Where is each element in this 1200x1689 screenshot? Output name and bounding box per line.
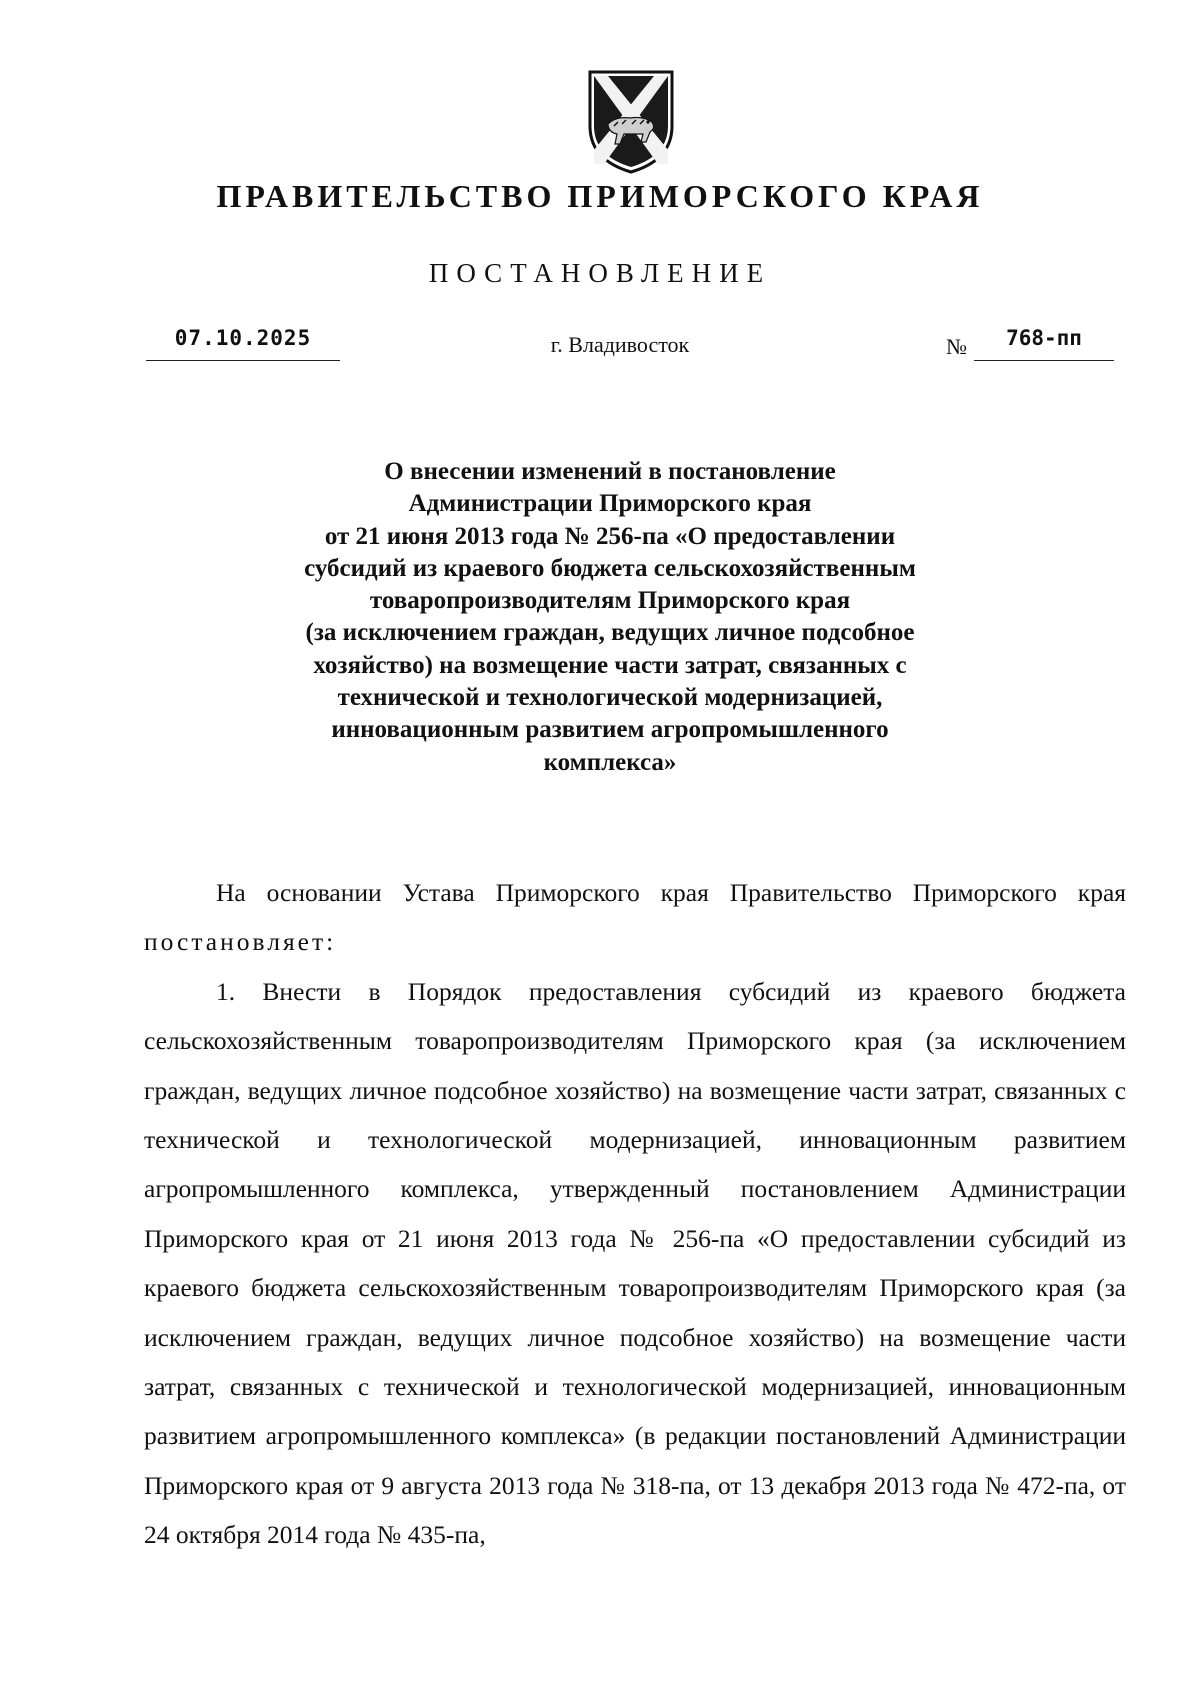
- clause-1-paragraph: 1. Внести в Порядок предоставления субсидий из краевого бюджета сельскохозяйственным товаропроизводителям Приморского края (за исключением граждан, ведущих личное подсобное хозяйство) на возмещение части затрат, связанных с технической и технологической модернизацией, инновационным развитием агропромышленного комплекса, утвержденный постановлением Администрации Приморского края от 21 июня 2013 года № 256-па «О предоставлении субсидий из краевого бюджета сельскохозяйственным товаропроизводителям Приморского края (за исключением граждан, ведущих личное подсобное хозяйство) на возмещение части затрат, связанных с технической и технологической модернизацией, инновационным развитием агропромышленного комплекса» (в редакции постановлений Администрации Приморского края от 9 августа 2013 года № 318-па, от 13 декабря 2013 года № 472-па, от 24 октября 2014 года № 435-па,: [144, 976, 1126, 1550]
- subject-line: субсидий из краевого бюджета сельскохозяйственным: [304, 554, 916, 582]
- document-number: 768-пп: [974, 326, 1114, 361]
- document-body: [144, 868, 1126, 1560]
- document-city: г. Владивосток: [550, 332, 690, 357]
- subject-line: (за исключением граждан, ведущих личное подсобное: [305, 619, 915, 647]
- document-type: ПОСТАНОВЛЕНИЕ: [428, 258, 772, 288]
- subject-line: комплекса»: [543, 748, 677, 776]
- preamble-paragraph: [144, 868, 1126, 967]
- document-subject: [250, 456, 970, 779]
- subject-line: Администрации Приморского края: [408, 490, 812, 518]
- document-date: 07.10.2025: [146, 326, 340, 361]
- subject-line: технической и технологической модернизацией,: [337, 684, 883, 712]
- resolves-word: постановляет:: [144, 927, 337, 957]
- subject-line: товаропроизводителям Приморского края: [369, 587, 851, 615]
- subject-line: О внесении изменений в постановление: [384, 458, 836, 485]
- preamble-text: На основании Устава Приморского края Правительство Приморского края: [216, 878, 1126, 907]
- coat-of-arms-icon: [586, 64, 676, 176]
- subject-line: от 21 июня 2013 года № 256-па «О предоставлении: [324, 522, 896, 550]
- subject-line: инновационным развитием агропромышленного: [331, 716, 889, 744]
- government-title: ПРАВИТЕЛЬСТВО ПРИМОРСКОГО КРАЯ: [216, 178, 984, 214]
- number-sign: №: [946, 334, 967, 359]
- subject-line: хозяйство) на возмещение части затрат, связанных с: [313, 651, 907, 679]
